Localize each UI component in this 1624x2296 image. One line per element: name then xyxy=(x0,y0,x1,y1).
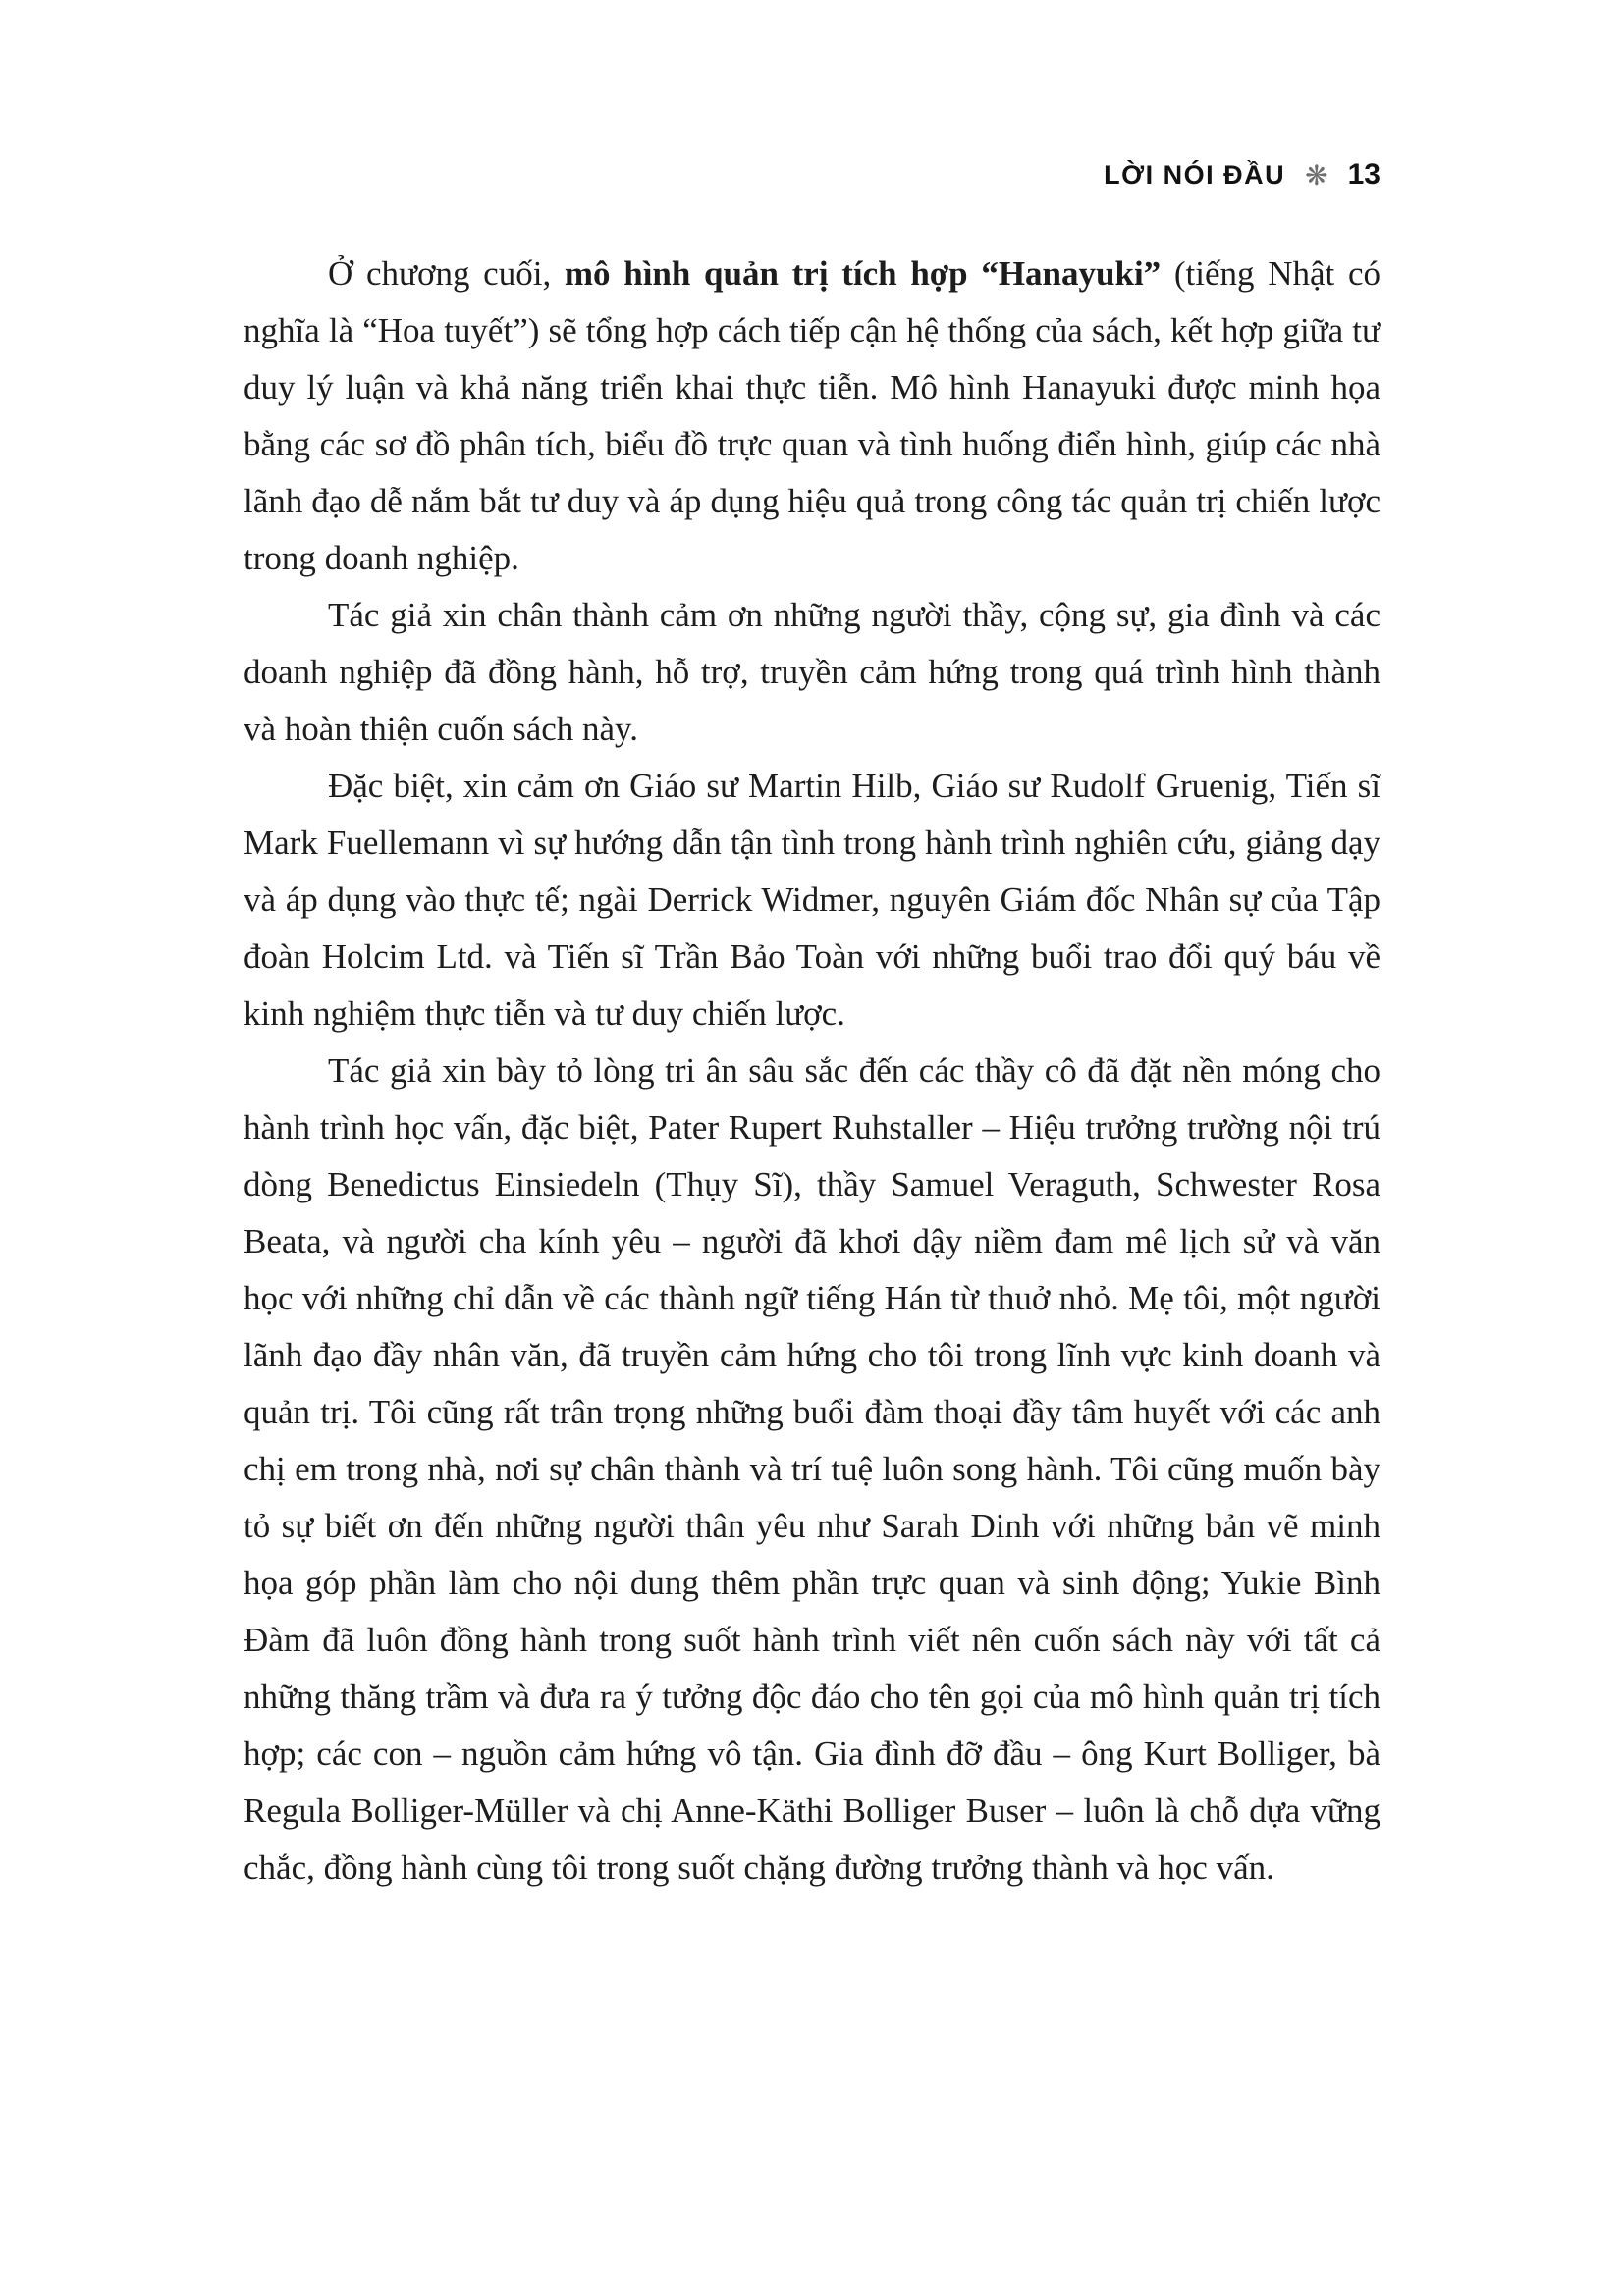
page-number: 13 xyxy=(1347,158,1380,190)
paragraph-model-intro xyxy=(244,245,1380,587)
paragraph-text: (tiếng Nhật có nghĩa là “Hoa tuyết”) sẽ tổng hợp cách tiếp cận hệ thống của sách, kết hợp giữa tư duy lý luận và khả năng triển khai thực tiễn. Mô hình Hanayuki được minh họa bằng các sơ đồ phân tích, biểu đồ trực quan và tình huống điển hình, giúp các nhà lãnh đạo dễ nắm bắt tư duy và áp dụng hiệu quả trong công tác quản trị chiến lược trong doanh nghiệp. xyxy=(244,254,1380,577)
paragraph-text: Ở chương cuối, xyxy=(328,254,565,293)
model-name-bold-text: mô hình quản trị tích hợp “Hanayuki” xyxy=(564,254,1162,293)
page-header xyxy=(244,155,1380,194)
paragraph-family-thanks: Tác giả xin bày tỏ lòng tri ân sâu sắc đến các thầy cô đã đặt nền móng cho hành trình học vấn, đặc biệt, Pater Rupert Ruhstaller – Hiệu trưởng trường nội trú dòng Benedictus Einsiedeln (Thụy Sĩ), thầy Samuel Veraguth, Schwester Rosa Beata, và người cha kính yêu – người đã khơi dậy niềm đam mê lịch sử và văn học với những chỉ dẫn về các thành ngữ tiếng Hán từ thuở nhỏ. Mẹ tôi, một người lãnh đạo đầy nhân văn, đã truyền cảm hứng cho tôi trong lĩnh vực kinh doanh và quản trị. Tôi cũng rất trân trọng những buổi đàm thoại đầy tâm huyết với các anh chị em trong nhà, nơi sự chân thành và trí tuệ luôn song hành. Tôi cũng muốn bày tỏ sự biết ơn đến những người thân yêu như Sarah Dinh với những bản vẽ minh họa góp phần làm cho nội dung thêm phần trực quan và sinh động; Yukie Bình Đàm đã luôn đồng hành trong suốt hành trình viết nên cuốn sách này với tất cả những thăng trầm và đưa ra ý tưởng độc đáo cho tên gọi của mô hình quản trị tích hợp; các con – nguồn cảm hứng vô tận. Gia đình đỡ đầu – ông Kurt Bolliger, bà Regula Bolliger-Müller và chị Anne-Käthi Bolliger Buser – luôn là chỗ dựa vững chắc, đồng hành cùng tôi trong suốt chặng đường trưởng thành và học vấn. xyxy=(244,1051,1380,1887)
running-head-title: LỜI NÓI ĐẦU xyxy=(1104,159,1286,189)
snowflake-ornament-icon: ❋ xyxy=(1305,159,1328,191)
paragraph-general-thanks: Tác giả xin chân thành cảm ơn những người thầy, cộng sự, gia đình và các doanh nghiệp đã đồng hành, hỗ trợ, truyền cảm hứng trong quá trình hình thành và hoàn thiện cuốn sách này. xyxy=(244,596,1380,748)
paragraph-special-thanks: Đặc biệt, xin cảm ơn Giáo sư Martin Hilb, Giáo sư Rudolf Gruenig, Tiến sĩ Mark Fuellemann vì sự hướng dẫn tận tình trong hành trình nghiên cứu, giảng dạy và áp dụng vào thực tế; ngài Derrick Widmer, nguyên Giám đốc Nhân sự của Tập đoàn Holcim Ltd. và Tiến sĩ Trần Bảo Toàn với những buổi trao đổi quý báu về kinh nghiệm thực tiễn và tư duy chiến lược. xyxy=(244,767,1380,1033)
page-content xyxy=(244,245,1380,1896)
